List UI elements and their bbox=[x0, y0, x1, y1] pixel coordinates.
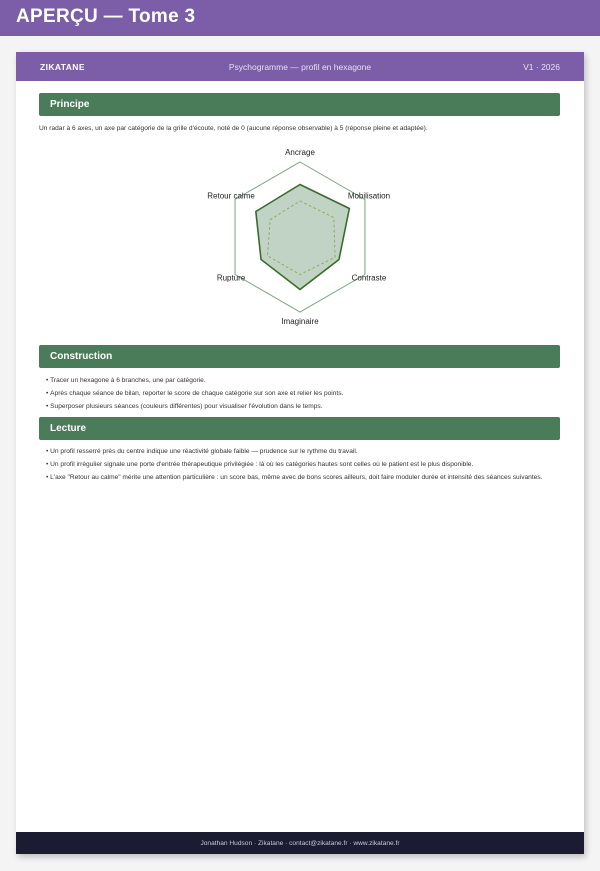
list-item: • Tracer un hexagone à 6 branches, une par catégorie. bbox=[46, 376, 566, 389]
radar-series-1 bbox=[256, 185, 350, 290]
radar-axis-label: Ancrage bbox=[285, 148, 315, 158]
lecture-list bbox=[46, 447, 566, 486]
document-page bbox=[16, 52, 584, 854]
principe-text: Un radar à 6 axes, un axe par catégorie de la grille d'écoute, noté de 0 (aucune réponse observable) à 5 (réponse pleine et adaptée). bbox=[39, 125, 428, 132]
footer-contact: Jonathan Hudson · Zikatane · contact@zikatane.fr · www.zikatane.fr bbox=[200, 840, 400, 847]
radar-axis-label: Contraste bbox=[351, 273, 387, 283]
radar-series bbox=[256, 185, 350, 290]
page-header bbox=[16, 52, 584, 81]
section-lecture-label: Lecture bbox=[50, 423, 87, 434]
list-item: • Un profil resserré près du centre indique une réactivité globale faible — prudence sur le rythme du travail. bbox=[46, 447, 566, 460]
list-item: • L'axe "Retour au calme" mérite une attention particulière : un score bas, même avec de bons scores ailleurs, doit faire moduler durée et intensité des séances suivantes. bbox=[46, 473, 566, 486]
document-version: V1 · 2026 bbox=[523, 62, 560, 72]
radar-chart bbox=[16, 140, 584, 335]
brand-name: ZIKATANE bbox=[40, 62, 85, 72]
construction-list bbox=[46, 376, 566, 415]
preview-banner bbox=[0, 0, 600, 36]
page-footer bbox=[16, 832, 584, 854]
list-item: • Superposer plusieurs séances (couleurs différentes) pour visualiser l'évolution dans le temps. bbox=[46, 402, 566, 415]
radar-axis-label: Mobilisation bbox=[347, 191, 391, 201]
section-construction-label: Construction bbox=[50, 351, 113, 362]
list-item: • Un profil irrégulier signale une porte d'entrée thérapeutique privilégiée : là où les catégories hautes sont celles où le patient est le plus disponible. bbox=[46, 460, 566, 473]
section-principe-title bbox=[39, 93, 560, 116]
radar-axis-label: Rupture bbox=[216, 273, 246, 283]
radar-axis-label: Imaginaire bbox=[281, 317, 319, 327]
banner-title: APERÇU — Tome 3 bbox=[16, 6, 196, 27]
radar-axis-label: Retour calme bbox=[207, 191, 255, 201]
section-construction-title bbox=[39, 345, 560, 368]
document-title: Psychogramme — profil en hexagone bbox=[228, 62, 372, 72]
list-item: • Après chaque séance de bilan, reporter le score de chaque catégorie sur son axe et relier les points. bbox=[46, 389, 566, 402]
section-lecture-title bbox=[39, 417, 560, 440]
section-principe-label: Principe bbox=[50, 99, 90, 110]
